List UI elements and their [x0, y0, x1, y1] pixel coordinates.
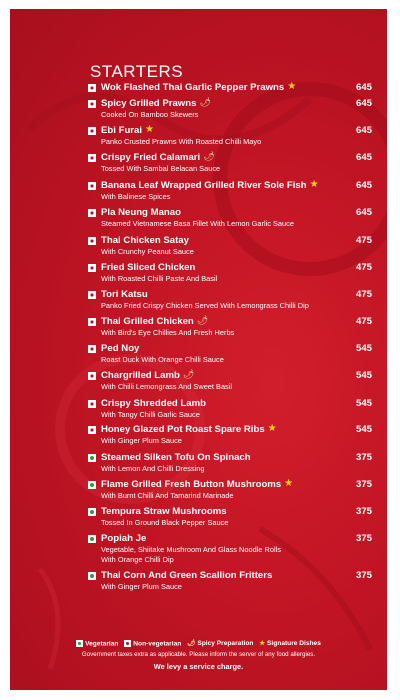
- item-description: With Bird's Eye Chillies And Fresh Herbs: [101, 328, 235, 337]
- menu-page: [10, 9, 387, 690]
- star-icon: ★: [259, 640, 266, 647]
- item-price: 375: [355, 479, 372, 490]
- item-price: 645: [355, 152, 372, 163]
- legend: [10, 639, 387, 647]
- chilli-icon: 🌶︎: [182, 369, 195, 379]
- chilli-icon: 🌶︎: [196, 315, 209, 325]
- nonveg-mark-icon: [88, 372, 96, 380]
- item-name: Wok Flashed Thai Garlic Pepper Prawns: [101, 82, 285, 93]
- background-decor: [10, 9, 387, 690]
- item-name: Ped Noy: [101, 343, 140, 354]
- item-price: 645: [355, 82, 372, 93]
- nonveg-mark-icon: [88, 209, 96, 217]
- item-price: 375: [355, 570, 372, 581]
- item-description: Panko Fried Crispy Chicken Served With Lemongrass Chilli Dip: [101, 301, 309, 310]
- item-description: With Chilli Lemongrass And Sweet Basil: [101, 382, 233, 391]
- item-name: Crispy Fried Calamari: [101, 152, 201, 163]
- item-price: 545: [355, 398, 372, 409]
- item-name: Chargrilled Lamb: [101, 370, 180, 381]
- item-price: 375: [355, 452, 372, 463]
- section-title: STARTERS: [90, 62, 184, 81]
- nonveg-mark-icon: [88, 291, 96, 299]
- item-description: With Balinese Spices: [101, 192, 171, 201]
- legend-spicy: 🌶︎ Spicy Preparation: [187, 640, 254, 647]
- item-name: Honey Glazed Pot Roast Spare Ribs: [101, 424, 265, 435]
- item-description: With Ginger Plum Sauce: [101, 582, 182, 591]
- item-description: With Tangy Chilli Garlic Sauce: [101, 410, 200, 419]
- item-description: With Roasted Chilli Paste And Basil: [101, 274, 218, 283]
- item-price: 475: [355, 262, 372, 273]
- nonveg-mark-icon: [88, 127, 96, 135]
- item-name: Crispy Shredded Lamb: [101, 398, 207, 409]
- item-price: 475: [355, 289, 372, 300]
- star-icon: ★: [267, 423, 277, 434]
- nonveg-mark-icon: [88, 154, 96, 162]
- item-name: Spicy Grilled Prawns: [101, 98, 197, 109]
- veg-mark-icon: [88, 572, 96, 580]
- veg-mark-icon: [88, 454, 96, 462]
- item-price: 475: [355, 316, 372, 327]
- item-description: Roast Duck With Orange Chilli Sauce: [101, 355, 224, 364]
- item-name: Thai Chicken Satay: [101, 235, 189, 246]
- nonveg-mark-icon: [88, 345, 96, 353]
- item-description: Tossed In Ground Black Pepper Sauce: [101, 518, 229, 527]
- service-charge-note: We levy a service charge.: [153, 662, 244, 671]
- item-description: Vegetable, Shiitake Mushroom And Glass Noodle Rolls With Orange Chilli Dip: [101, 545, 281, 564]
- nonveg-mark-icon: [88, 182, 96, 190]
- item-description: With Crunchy Peanut Sauce: [101, 247, 194, 256]
- item-name: Tempura Straw Mushrooms: [101, 506, 227, 517]
- item-name: Steamed Silken Tofu On Spinach: [101, 452, 251, 463]
- chilli-icon: 🌶︎: [203, 151, 215, 161]
- chilli-icon: 🌶︎: [199, 97, 211, 107]
- item-name: Popiah Je: [101, 533, 147, 544]
- footer-note: Government taxes extra as applicable. Please inform the server of any food allergies.: [81, 651, 316, 658]
- nonveg-mark-icon: [88, 84, 96, 92]
- item-price: 645: [355, 125, 372, 136]
- item-description: Cooked On Bamboo Skewers: [101, 110, 199, 119]
- item-description: Tossed With Sambal Belacan Sauce: [101, 164, 221, 173]
- nonveg-mark-icon: [88, 318, 96, 326]
- item-price: 475: [355, 235, 372, 246]
- chilli-icon: 🌶︎: [187, 640, 196, 647]
- item-name: Banana Leaf Wrapped Grilled River Sole Fish: [101, 180, 307, 191]
- item-name: Thai Grilled Chicken: [101, 316, 194, 327]
- nonveg-mark-icon: [88, 237, 96, 245]
- legend-veg: Vegetarian: [76, 640, 118, 647]
- item-name: Pla Neung Manao: [101, 207, 181, 218]
- veg-mark-icon: [88, 481, 96, 489]
- veg-mark-icon: [88, 535, 96, 543]
- veg-mark-icon: [76, 640, 83, 647]
- item-description: Panko Crusted Prawns With Roasted Chilli Mayo: [101, 137, 262, 146]
- item-price: 375: [355, 506, 372, 517]
- item-price: 545: [355, 424, 372, 435]
- nonveg-mark-icon: [88, 426, 96, 434]
- item-price: 645: [355, 98, 372, 109]
- veg-mark-icon: [88, 508, 96, 516]
- star-icon: ★: [309, 179, 319, 190]
- item-description: With Ginger Plum Sauce: [101, 436, 182, 445]
- item-price: 645: [355, 207, 372, 218]
- item-price: 545: [355, 370, 372, 381]
- item-price: 645: [355, 180, 372, 191]
- item-description: With Lemon And Chilli Dressing: [101, 464, 205, 473]
- star-icon: ★: [145, 124, 155, 135]
- item-name: Ebi Furai: [101, 125, 143, 136]
- item-description: With Burnt Chilli And Tamarind Marinade: [101, 491, 234, 500]
- nonveg-mark-icon: [88, 100, 96, 108]
- star-icon: ★: [287, 81, 297, 92]
- legend-signature: ★ Signature Dishes: [259, 640, 321, 647]
- nonveg-mark-icon: [88, 400, 96, 408]
- legend-nonveg: Non-vegetarian: [124, 640, 181, 647]
- item-name: Tori Katsu: [101, 289, 148, 300]
- item-name: Fried Sliced Chicken: [101, 262, 196, 273]
- item-name: Thai Corn And Green Scallion Fritters: [101, 570, 273, 581]
- star-icon: ★: [284, 478, 294, 489]
- item-name: Flame Grilled Fresh Button Mushrooms: [101, 479, 282, 490]
- nonveg-mark-icon: [88, 264, 96, 272]
- item-price: 375: [355, 533, 372, 544]
- item-description: Steamed Vietnamese Basa Fillet With Lemon Garlic Sauce: [101, 219, 294, 228]
- item-price: 545: [355, 343, 372, 354]
- nonveg-mark-icon: [124, 640, 131, 647]
